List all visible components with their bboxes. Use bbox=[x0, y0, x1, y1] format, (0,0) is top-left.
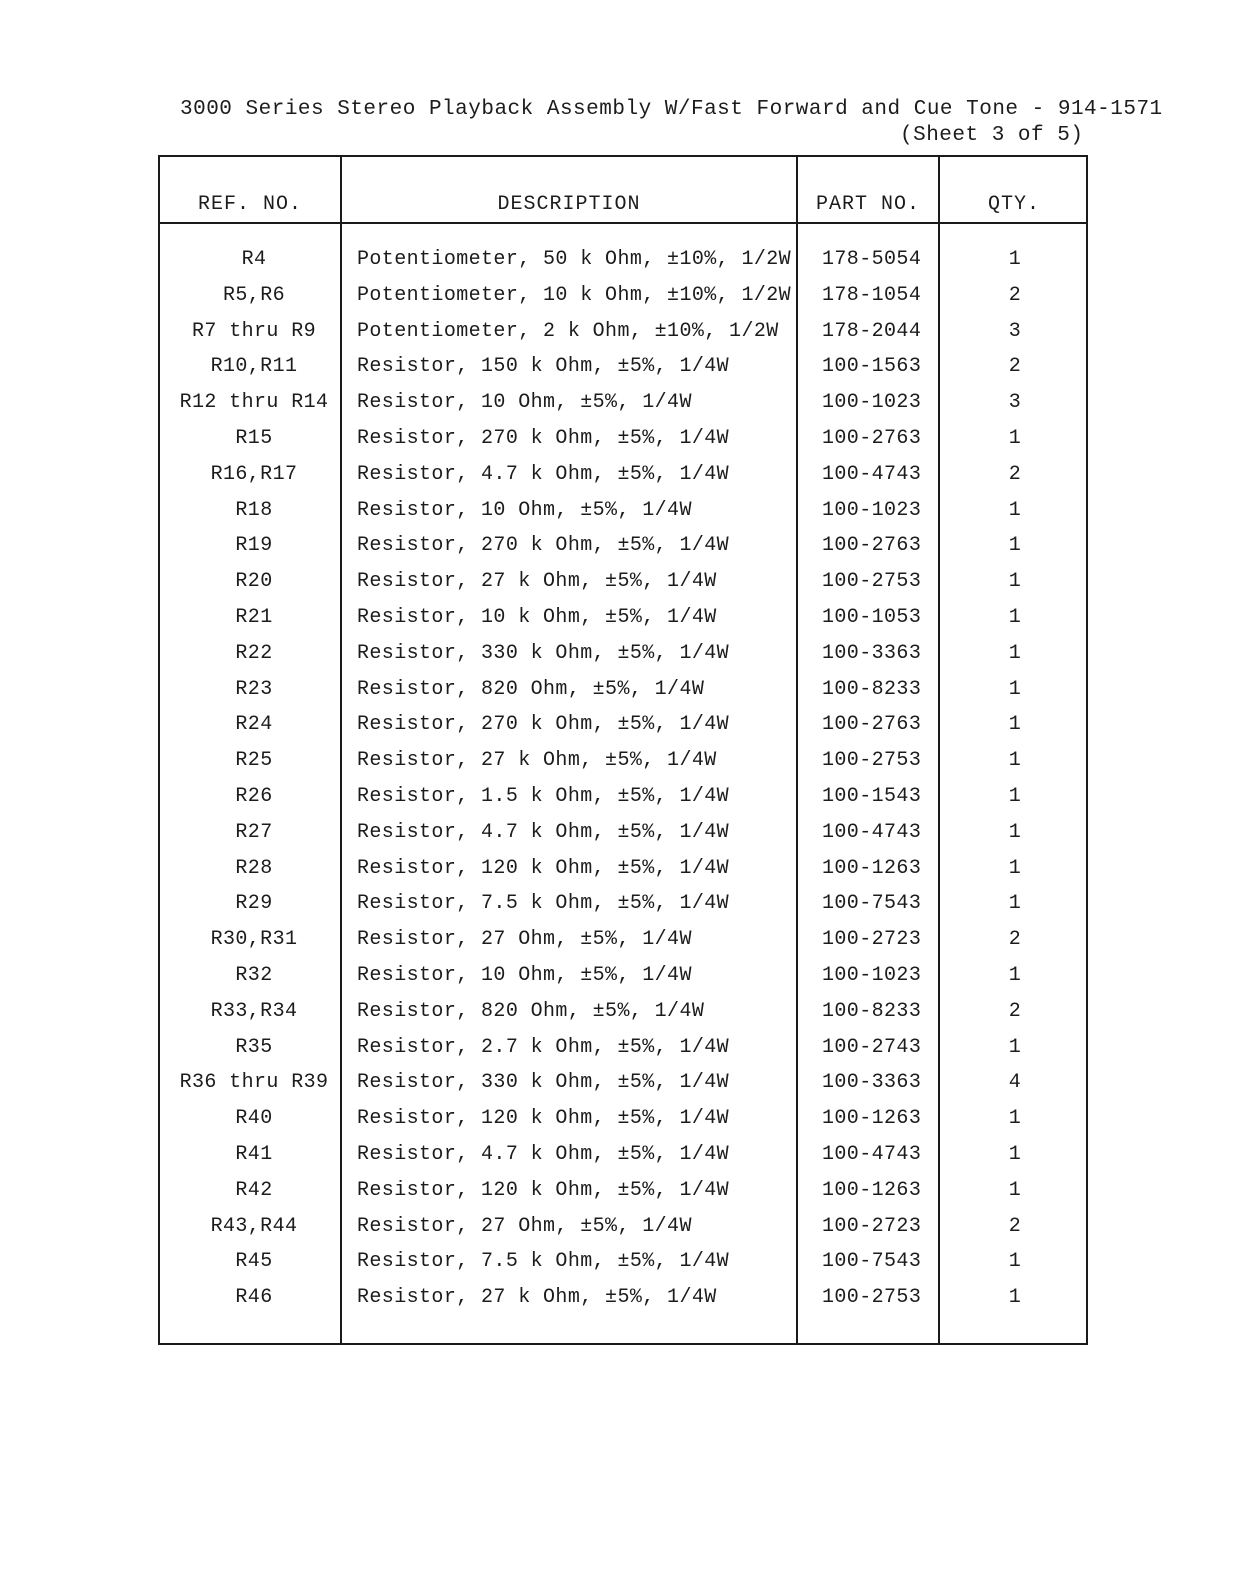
ref-cell: R36 thru R39 bbox=[179, 1071, 329, 1095]
table-row bbox=[160, 674, 1086, 710]
table-row bbox=[160, 745, 1086, 781]
ref-cell: R25 bbox=[235, 749, 273, 773]
table-row bbox=[160, 638, 1086, 674]
ref-cell: R29 bbox=[235, 892, 273, 916]
description-cell: Resistor, 120 k Ohm, ±5%, 1/4W bbox=[357, 856, 730, 880]
table-body bbox=[160, 244, 1086, 1318]
ref-cell: R33,R34 bbox=[210, 999, 298, 1023]
qty-cell: 1 bbox=[1008, 713, 1022, 737]
table-row bbox=[160, 1175, 1086, 1211]
description-cell: Potentiometer, 50 k Ohm, ±10%, 1/2W bbox=[357, 248, 792, 271]
table-row bbox=[160, 1067, 1086, 1103]
description-cell: Resistor, 27 k Ohm, ±5%, 1/4W bbox=[357, 1286, 717, 1310]
part-no-cell: 100-8233 bbox=[822, 677, 922, 701]
part-no-cell: 100-1563 bbox=[822, 355, 922, 379]
description-cell: Resistor, 330 k Ohm, ±5%, 1/4W bbox=[357, 1071, 730, 1095]
part-no-cell: 178-1054 bbox=[822, 283, 922, 307]
ref-cell: R46 bbox=[235, 1286, 273, 1310]
description-cell: Resistor, 4.7 k Ohm, ±5%, 1/4W bbox=[357, 1142, 730, 1166]
description-cell: Resistor, 2.7 k Ohm, ±5%, 1/4W bbox=[357, 1035, 730, 1059]
qty-cell: 1 bbox=[1008, 1286, 1022, 1310]
ref-cell: R41 bbox=[235, 1142, 273, 1166]
part-no-cell: 100-4743 bbox=[822, 820, 922, 844]
ref-cell: R10,R11 bbox=[210, 355, 298, 379]
sheet-number: (Sheet 3 of 5) bbox=[900, 124, 1084, 147]
ref-cell: R23 bbox=[235, 677, 273, 701]
description-cell: Potentiometer, 10 k Ohm, ±10%, 1/2W bbox=[357, 283, 792, 307]
ref-cell: R28 bbox=[235, 856, 273, 880]
qty-cell: 1 bbox=[1008, 641, 1022, 665]
header-description: DESCRIPTION bbox=[497, 193, 641, 216]
document-title: 3000 Series Stereo Playback Assembly W/Fast Forward and Cue Tone - 914-1571 bbox=[180, 98, 1163, 121]
ref-cell: R27 bbox=[235, 820, 273, 844]
table-row bbox=[160, 960, 1086, 996]
ref-cell: R32 bbox=[235, 963, 273, 987]
qty-cell: 1 bbox=[1008, 820, 1022, 844]
qty-cell: 1 bbox=[1008, 856, 1022, 880]
qty-cell: 1 bbox=[1008, 498, 1022, 522]
part-no-cell: 100-2753 bbox=[822, 1286, 922, 1310]
table-row bbox=[160, 280, 1086, 316]
header-divider bbox=[160, 222, 1086, 224]
table-row bbox=[160, 709, 1086, 745]
part-no-cell: 100-3363 bbox=[822, 641, 922, 665]
table-row bbox=[160, 459, 1086, 495]
description-cell: Resistor, 1.5 k Ohm, ±5%, 1/4W bbox=[357, 784, 730, 808]
part-no-cell: 100-1263 bbox=[822, 1107, 922, 1131]
qty-cell: 1 bbox=[1008, 1142, 1022, 1166]
part-no-cell: 100-7543 bbox=[822, 1250, 922, 1274]
qty-cell: 1 bbox=[1008, 963, 1022, 987]
qty-cell: 1 bbox=[1008, 605, 1022, 629]
table-row bbox=[160, 817, 1086, 853]
description-cell: Resistor, 120 k Ohm, ±5%, 1/4W bbox=[357, 1107, 730, 1131]
ref-cell: R7 thru R9 bbox=[191, 319, 317, 343]
description-cell: Resistor, 150 k Ohm, ±5%, 1/4W bbox=[357, 355, 730, 379]
ref-cell: R16,R17 bbox=[210, 462, 298, 486]
part-no-cell: 100-2743 bbox=[822, 1035, 922, 1059]
qty-cell: 1 bbox=[1008, 570, 1022, 594]
ref-cell: R40 bbox=[235, 1107, 273, 1131]
description-cell: Resistor, 10 Ohm, ±5%, 1/4W bbox=[357, 391, 692, 415]
part-no-cell: 100-2763 bbox=[822, 426, 922, 450]
qty-cell: 1 bbox=[1008, 784, 1022, 808]
table-row bbox=[160, 996, 1086, 1032]
description-cell: Resistor, 330 k Ohm, ±5%, 1/4W bbox=[357, 641, 730, 665]
table-row bbox=[160, 1246, 1086, 1282]
description-cell: Resistor, 27 k Ohm, ±5%, 1/4W bbox=[357, 749, 717, 773]
table-row bbox=[160, 387, 1086, 423]
qty-cell: 2 bbox=[1008, 928, 1022, 952]
qty-cell: 2 bbox=[1008, 999, 1022, 1023]
qty-cell: 1 bbox=[1008, 677, 1022, 701]
ref-cell: R15 bbox=[235, 426, 273, 450]
qty-cell: 1 bbox=[1008, 892, 1022, 916]
description-cell: Resistor, 7.5 k Ohm, ±5%, 1/4W bbox=[357, 1250, 730, 1274]
qty-cell: 1 bbox=[1008, 1035, 1022, 1059]
header-ref-no: REF. NO. bbox=[197, 193, 302, 216]
qty-cell: 3 bbox=[1008, 391, 1022, 415]
part-no-cell: 100-2753 bbox=[822, 749, 922, 773]
part-no-cell: 100-2723 bbox=[822, 1214, 922, 1238]
table-row bbox=[160, 495, 1086, 531]
description-cell: Resistor, 10 Ohm, ±5%, 1/4W bbox=[357, 963, 692, 987]
description-cell: Resistor, 10 Ohm, ±5%, 1/4W bbox=[357, 498, 692, 522]
parts-table bbox=[158, 155, 1088, 1345]
part-no-cell: 100-7543 bbox=[822, 892, 922, 916]
table-row bbox=[160, 351, 1086, 387]
part-no-cell: 100-2763 bbox=[822, 713, 922, 737]
qty-cell: 3 bbox=[1008, 319, 1022, 343]
ref-cell: R19 bbox=[235, 534, 273, 558]
description-cell: Resistor, 7.5 k Ohm, ±5%, 1/4W bbox=[357, 892, 730, 916]
ref-cell: R18 bbox=[235, 498, 273, 522]
ref-cell: R35 bbox=[235, 1035, 273, 1059]
description-cell: Resistor, 4.7 k Ohm, ±5%, 1/4W bbox=[357, 462, 730, 486]
table-row bbox=[160, 1103, 1086, 1139]
part-no-cell: 100-1023 bbox=[822, 963, 922, 987]
header-qty: QTY. bbox=[987, 193, 1040, 216]
ref-cell: R42 bbox=[235, 1178, 273, 1202]
part-no-cell: 100-1263 bbox=[822, 856, 922, 880]
ref-cell: R24 bbox=[235, 713, 273, 737]
part-no-cell: 100-1543 bbox=[822, 784, 922, 808]
ref-cell: R30,R31 bbox=[210, 928, 298, 952]
description-cell: Resistor, 270 k Ohm, ±5%, 1/4W bbox=[357, 713, 730, 737]
part-no-cell: 100-2763 bbox=[822, 534, 922, 558]
qty-cell: 2 bbox=[1008, 355, 1022, 379]
qty-cell: 4 bbox=[1008, 1071, 1022, 1095]
part-no-cell: 100-1023 bbox=[822, 498, 922, 522]
table-row bbox=[160, 530, 1086, 566]
description-cell: Resistor, 27 k Ohm, ±5%, 1/4W bbox=[357, 570, 717, 594]
qty-cell: 1 bbox=[1008, 534, 1022, 558]
part-no-cell: 100-1023 bbox=[822, 391, 922, 415]
qty-cell: 1 bbox=[1008, 1178, 1022, 1202]
ref-cell: R21 bbox=[235, 605, 273, 629]
ref-cell: R12 thru R14 bbox=[179, 391, 329, 415]
table-row bbox=[160, 316, 1086, 352]
qty-cell: 2 bbox=[1008, 462, 1022, 486]
description-cell: Resistor, 10 k Ohm, ±5%, 1/4W bbox=[357, 605, 717, 629]
description-cell: Resistor, 820 Ohm, ±5%, 1/4W bbox=[357, 677, 705, 701]
table-row bbox=[160, 244, 1086, 280]
qty-cell: 1 bbox=[1008, 426, 1022, 450]
part-no-cell: 100-4743 bbox=[822, 1142, 922, 1166]
table-row bbox=[160, 924, 1086, 960]
table-row bbox=[160, 1032, 1086, 1068]
table-row bbox=[160, 1139, 1086, 1175]
part-no-cell: 100-1053 bbox=[822, 605, 922, 629]
description-cell: Resistor, 820 Ohm, ±5%, 1/4W bbox=[357, 999, 705, 1023]
table-row bbox=[160, 853, 1086, 889]
part-no-cell: 100-2723 bbox=[822, 928, 922, 952]
qty-cell: 1 bbox=[1008, 749, 1022, 773]
ref-cell: R43,R44 bbox=[210, 1214, 298, 1238]
description-cell: Resistor, 27 Ohm, ±5%, 1/4W bbox=[357, 928, 692, 952]
description-cell: Resistor, 270 k Ohm, ±5%, 1/4W bbox=[357, 534, 730, 558]
ref-cell: R45 bbox=[235, 1250, 273, 1274]
table-row bbox=[160, 781, 1086, 817]
ref-cell: R4 bbox=[241, 248, 267, 271]
description-cell: Resistor, 270 k Ohm, ±5%, 1/4W bbox=[357, 426, 730, 450]
part-no-cell: 178-5054 bbox=[822, 248, 922, 271]
description-cell: Resistor, 27 Ohm, ±5%, 1/4W bbox=[357, 1214, 692, 1238]
qty-cell: 2 bbox=[1008, 1214, 1022, 1238]
ref-cell: R22 bbox=[235, 641, 273, 665]
ref-cell: R20 bbox=[235, 570, 273, 594]
part-no-cell: 100-1263 bbox=[822, 1178, 922, 1202]
description-cell: Resistor, 4.7 k Ohm, ±5%, 1/4W bbox=[357, 820, 730, 844]
part-no-cell: 100-2753 bbox=[822, 570, 922, 594]
table-row bbox=[160, 566, 1086, 602]
qty-cell: 1 bbox=[1008, 1250, 1022, 1274]
table-row bbox=[160, 423, 1086, 459]
part-no-cell: 100-4743 bbox=[822, 462, 922, 486]
table-row bbox=[160, 888, 1086, 924]
description-cell: Potentiometer, 2 k Ohm, ±10%, 1/2W bbox=[357, 319, 779, 343]
part-no-cell: 100-8233 bbox=[822, 999, 922, 1023]
table-row bbox=[160, 1211, 1086, 1247]
table-row bbox=[160, 602, 1086, 638]
table-row bbox=[160, 1282, 1086, 1318]
qty-cell: 2 bbox=[1008, 283, 1022, 307]
description-cell: Resistor, 120 k Ohm, ±5%, 1/4W bbox=[357, 1178, 730, 1202]
ref-cell: R5,R6 bbox=[222, 283, 285, 307]
part-no-cell: 100-3363 bbox=[822, 1071, 922, 1095]
header-part-no: PART NO. bbox=[815, 193, 920, 216]
part-no-cell: 178-2044 bbox=[822, 319, 922, 343]
qty-cell: 1 bbox=[1008, 1107, 1022, 1131]
qty-cell: 1 bbox=[1008, 248, 1022, 271]
ref-cell: R26 bbox=[235, 784, 273, 808]
